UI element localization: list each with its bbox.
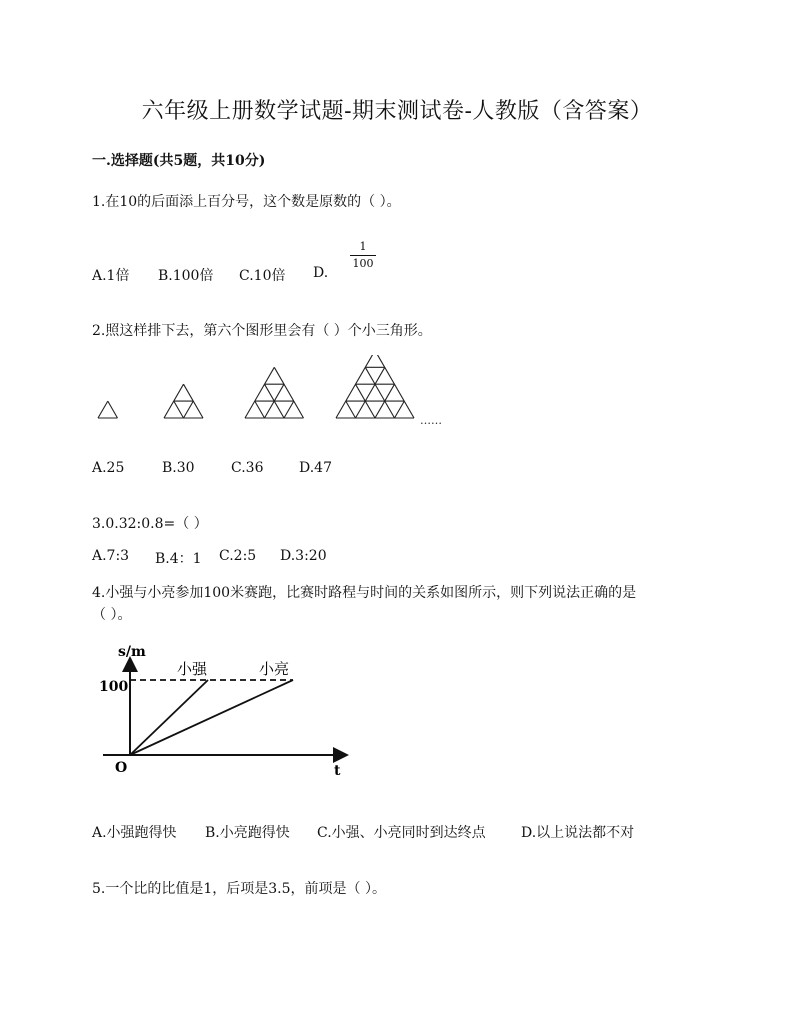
question-4-option-b: B.小亮跑得快: [205, 825, 290, 841]
triangle-edge: [108, 401, 118, 418]
triangle-figure-3: [245, 367, 304, 418]
question-2-option-b: B.30: [162, 460, 195, 476]
question-2-text: 2.照这样排下去，第六个图形里会有（ ）个小三角形。: [92, 323, 432, 339]
triangle-edge: [255, 401, 265, 418]
question-3-option-b: B.4：1: [155, 551, 202, 567]
y-axis-label: s/m: [118, 644, 146, 660]
xiaoliang-line: [130, 680, 293, 755]
origin-label: O: [115, 760, 128, 776]
triangle-edge: [346, 401, 356, 418]
triangle-pattern-figure: [90, 355, 470, 435]
fraction-numerator: 1: [359, 240, 367, 253]
question-4-option-d: D.以上说法都不对: [521, 825, 635, 841]
question-1-option-a: A.1倍: [92, 268, 130, 284]
xiaoqiang-line: [130, 680, 208, 755]
question-4-option-a: A.小强跑得快: [92, 825, 177, 841]
question-4-text-line-1: 4.小强与小亮参加100米赛跑，比赛时路程与时间的关系如图所示，则下列说法正确的是: [92, 585, 637, 601]
question-2-option-d: D.47: [299, 460, 332, 476]
distance-time-graph: [95, 640, 365, 785]
y-tick-label: 100: [99, 679, 129, 695]
fraction-bar: [350, 255, 376, 256]
triangle-edge: [174, 401, 184, 418]
xiaoliang-label: 小亮: [259, 660, 290, 678]
question-4-option-c: C.小强、小亮同时到达终点: [317, 825, 486, 841]
triangle-edge: [184, 401, 194, 418]
triangle-edge: [284, 401, 294, 418]
figure-ellipsis: ……: [420, 414, 442, 427]
section-heading: 一.选择题(共5题，共10分): [92, 153, 266, 169]
question-3-text: 3.0.32:0.8=（ ）: [92, 516, 208, 532]
question-3-option-a: A.7:3: [92, 548, 130, 564]
triangle-edge: [98, 401, 108, 418]
question-5-text: 5.一个比的比值是1，后项是3.5，前项是（ ）。: [92, 881, 386, 897]
question-3-option-c: C.2:5: [219, 548, 257, 564]
xiaoqiang-label: 小强: [177, 660, 208, 678]
fraction-denominator: 100: [352, 257, 374, 270]
question-3-option-d: D.3:20: [280, 548, 327, 564]
fraction-one-hundredth: [350, 240, 376, 271]
page-title: 六年级上册数学试题-期末测试卷-人教版（含答案）: [141, 99, 653, 124]
x-axis-label: t: [334, 763, 341, 779]
question-1-text: 1.在10的后面添上百分号，这个数是原数的（ ）。: [92, 194, 401, 210]
question-2-option-c: C.36: [231, 460, 264, 476]
question-1-option-c: C.10倍: [239, 268, 286, 284]
triangle-figure-1: [98, 401, 118, 418]
question-1-option-d: D.: [313, 265, 329, 281]
question-1-option-b: B.100倍: [158, 268, 214, 284]
question-4-text-line-2: （ ）。: [92, 607, 132, 623]
triangle-edge: [395, 401, 405, 418]
question-2-option-a: A.25: [92, 460, 125, 476]
triangle-figure-2: [164, 384, 203, 418]
triangle-figure-4: [336, 355, 414, 418]
